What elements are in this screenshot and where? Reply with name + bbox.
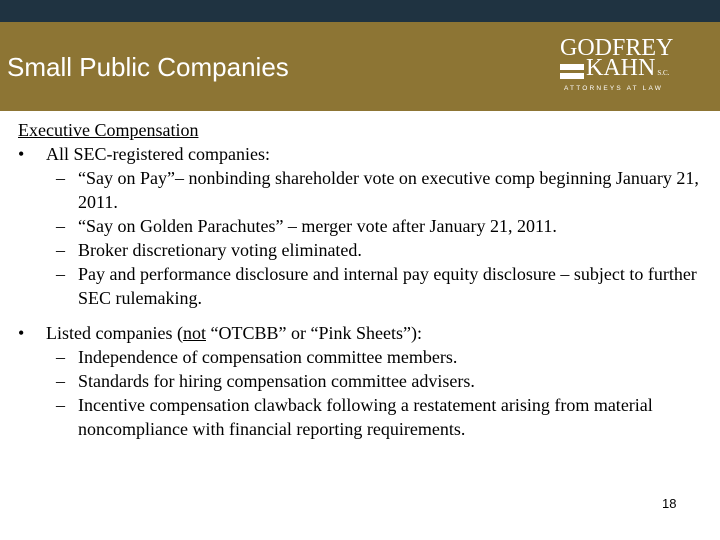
sub-item-text: “Say on Golden Parachutes” – merger vote after January 21, 2011. [78,216,557,236]
sub-item-text: “Say on Pay”– nonbinding shareholder vote on executive comp beginning January 21, 2011. [78,168,699,212]
logo-line2-text: KAHN [586,55,656,81]
sub-item [18,238,708,262]
sub-item-text: Standards for hiring compensation committee advisers. [78,371,475,391]
sub-item-text: Pay and performance disclosure and internal pay equity disclosure – subject to further SEC rulemaking. [78,264,697,308]
bullet-text-before: Listed companies ( [46,323,183,343]
page-number: 18 [662,496,677,511]
logo-suffix: S.C. [657,69,670,77]
sub-item [18,262,708,310]
bullet-text: All SEC-registered companies: [46,144,270,164]
sub-item [18,345,708,369]
bullet-item [18,142,708,166]
sub-item [18,369,708,393]
sub-item-text: Broker discretionary voting eliminated. [78,240,362,260]
dash-icon: – [56,216,65,236]
sub-item-text: Independence of compensation committee members. [78,347,458,367]
logo-line1: GODFREY [560,35,674,61]
logo-tagline: ATTORNEYS AT LAW [564,85,664,92]
slide-body [18,118,708,441]
sub-item-text: Incentive compensation clawback following a restatement arising from material noncompliance with financial reporting requirements. [78,395,653,439]
dash-icon: – [56,371,65,391]
sub-item [18,166,708,214]
slide-title: Small Public Companies [7,52,289,82]
section-heading: Executive Compensation [18,120,199,140]
dash-icon: – [56,168,65,188]
spacer [18,310,708,321]
bullet-text-after: “OTCBB” or “Pink Sheets”): [205,323,422,343]
sub-item [18,214,708,238]
top-bar [0,0,720,22]
bullet-text-underlined: not [182,323,206,343]
dash-icon: – [56,395,65,415]
logo-ampersand-bar-icon [560,64,584,70]
header-banner [0,22,720,111]
sub-item [18,393,708,441]
bullet-icon: • [18,323,25,343]
dash-icon: – [56,240,65,260]
logo-ampersand-bar-icon [560,73,584,79]
bullet-item [18,321,708,345]
bullet-icon: • [18,144,25,164]
dash-icon: – [56,347,65,367]
firm-logo [556,35,686,97]
dash-icon: – [56,264,65,284]
logo-line2 [586,55,669,82]
